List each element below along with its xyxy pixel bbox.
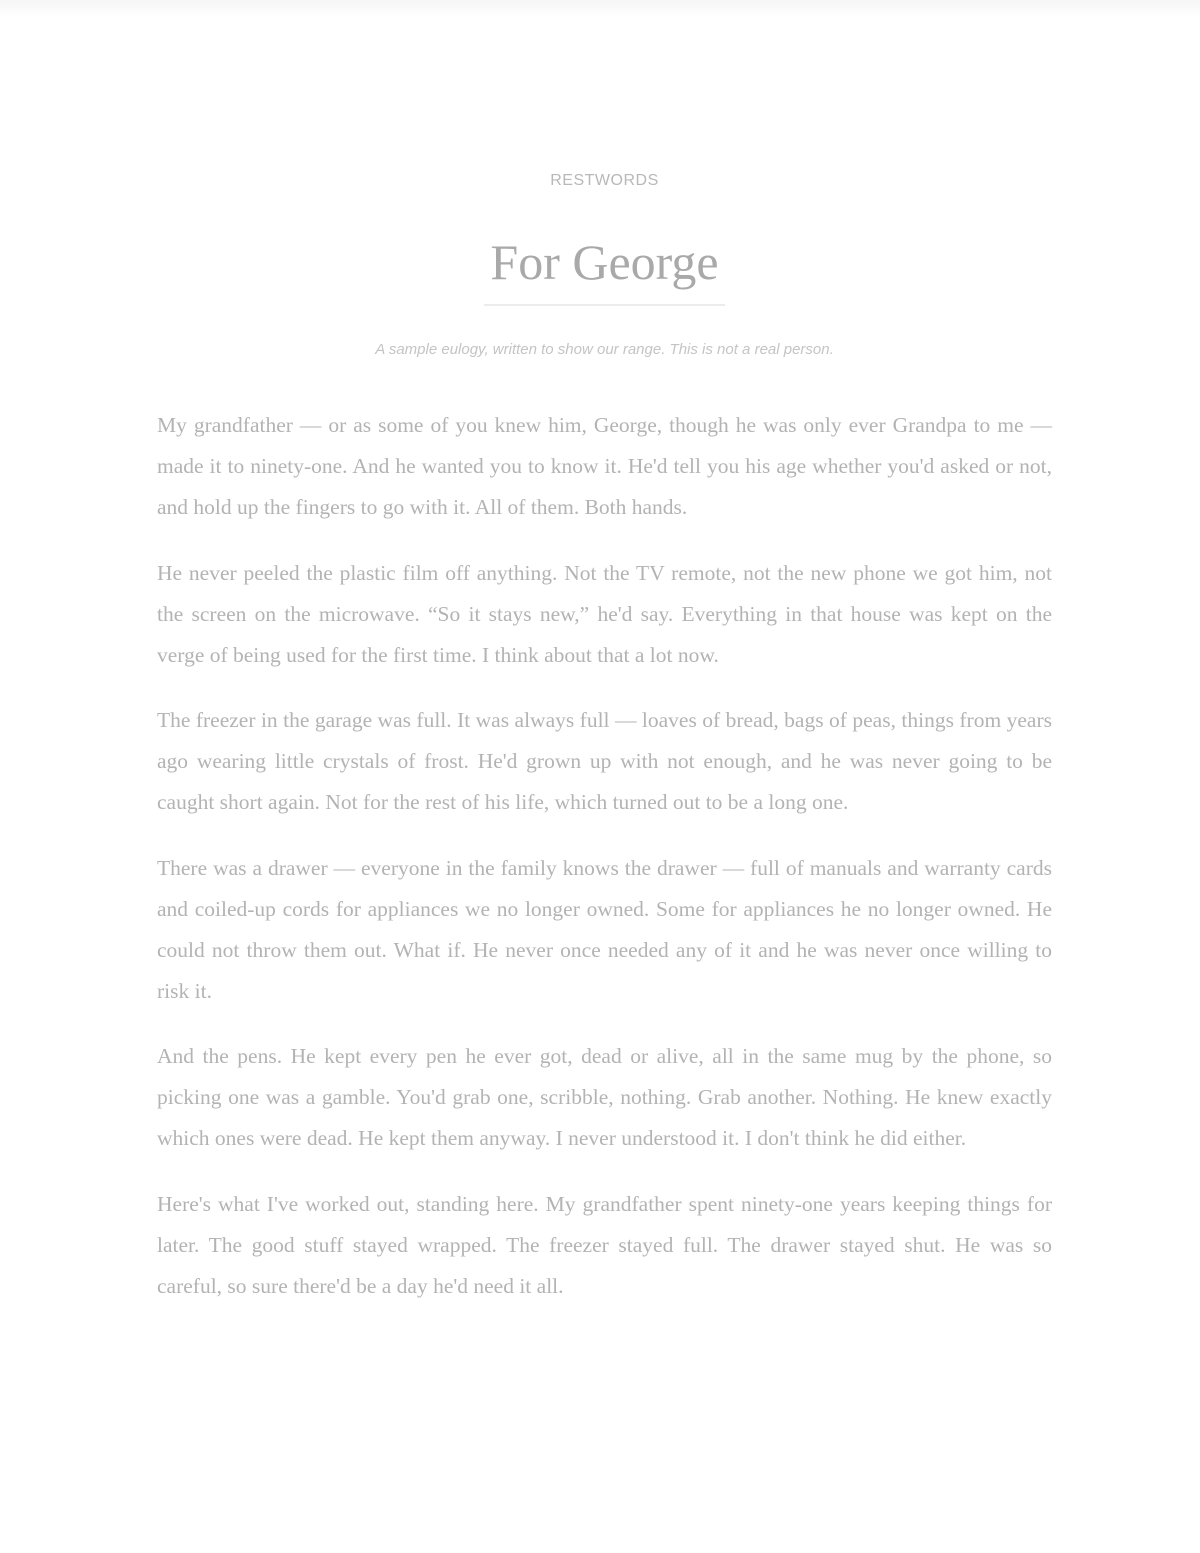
title-wrap <box>157 232 1052 306</box>
paragraph-4: There was a drawer — everyone in the family knows the drawer — full of manuals and warranty cards and coiled-up cords for appliances we no longer owned. Some for appliances he no longer owned. He could not throw them out. What if. He never once needed any of it and he was never once willing to risk it. <box>157 855 1052 1003</box>
page-title: For George <box>484 232 724 306</box>
paragraph-3: The freezer in the garage was full. It was always full — loaves of bread, bags of peas, things from years ago wearing little crystals of frost. He'd grown up with not enough, and he was never going to be caught short again. Not for the rest of his life, which turned out to be a long one. <box>157 708 1052 814</box>
paragraph-6: Here's what I've worked out, standing here. My grandfather spent ninety-one years keeping things for later. The good stuff stayed wrapped. The freezer stayed full. The drawer stayed shut. He was so careful, so sure there'd be a day he'd need it all. <box>157 1191 1052 1298</box>
paragraph-1: My grandfather — or as some of you knew him, George, though he was only ever Grandpa to me — made it to ninety-one. And he wanted you to know it. He'd tell you his age whether you'd asked or not, and hold up the fingers to go with it. All of them. Both hands. <box>157 413 1052 519</box>
brand-name: RESTWORDS <box>550 172 659 189</box>
eulogy-body <box>157 405 1052 1331</box>
top-fade <box>0 0 1200 18</box>
paragraph-2: He never peeled the plastic film off anything. Not the TV remote, not the new phone we got him, not the screen on the microwave. “So it stays new,” he'd say. Everything in that house was kept on the verge of being used for the first time. I think about that a lot now. <box>157 560 1052 667</box>
sample-disclaimer: A sample eulogy, written to show our range. This is not a real person. <box>375 341 834 358</box>
paragraph-5: And the pens. He kept every pen he ever got, dead or alive, all in the same mug by the phone, so picking one was a gamble. You'd grab one, scribble, nothing. Grab another. Nothing. He knew exactly which ones were dead. He kept them anyway. I never understood it. I don't think he did either. <box>157 1044 1052 1150</box>
